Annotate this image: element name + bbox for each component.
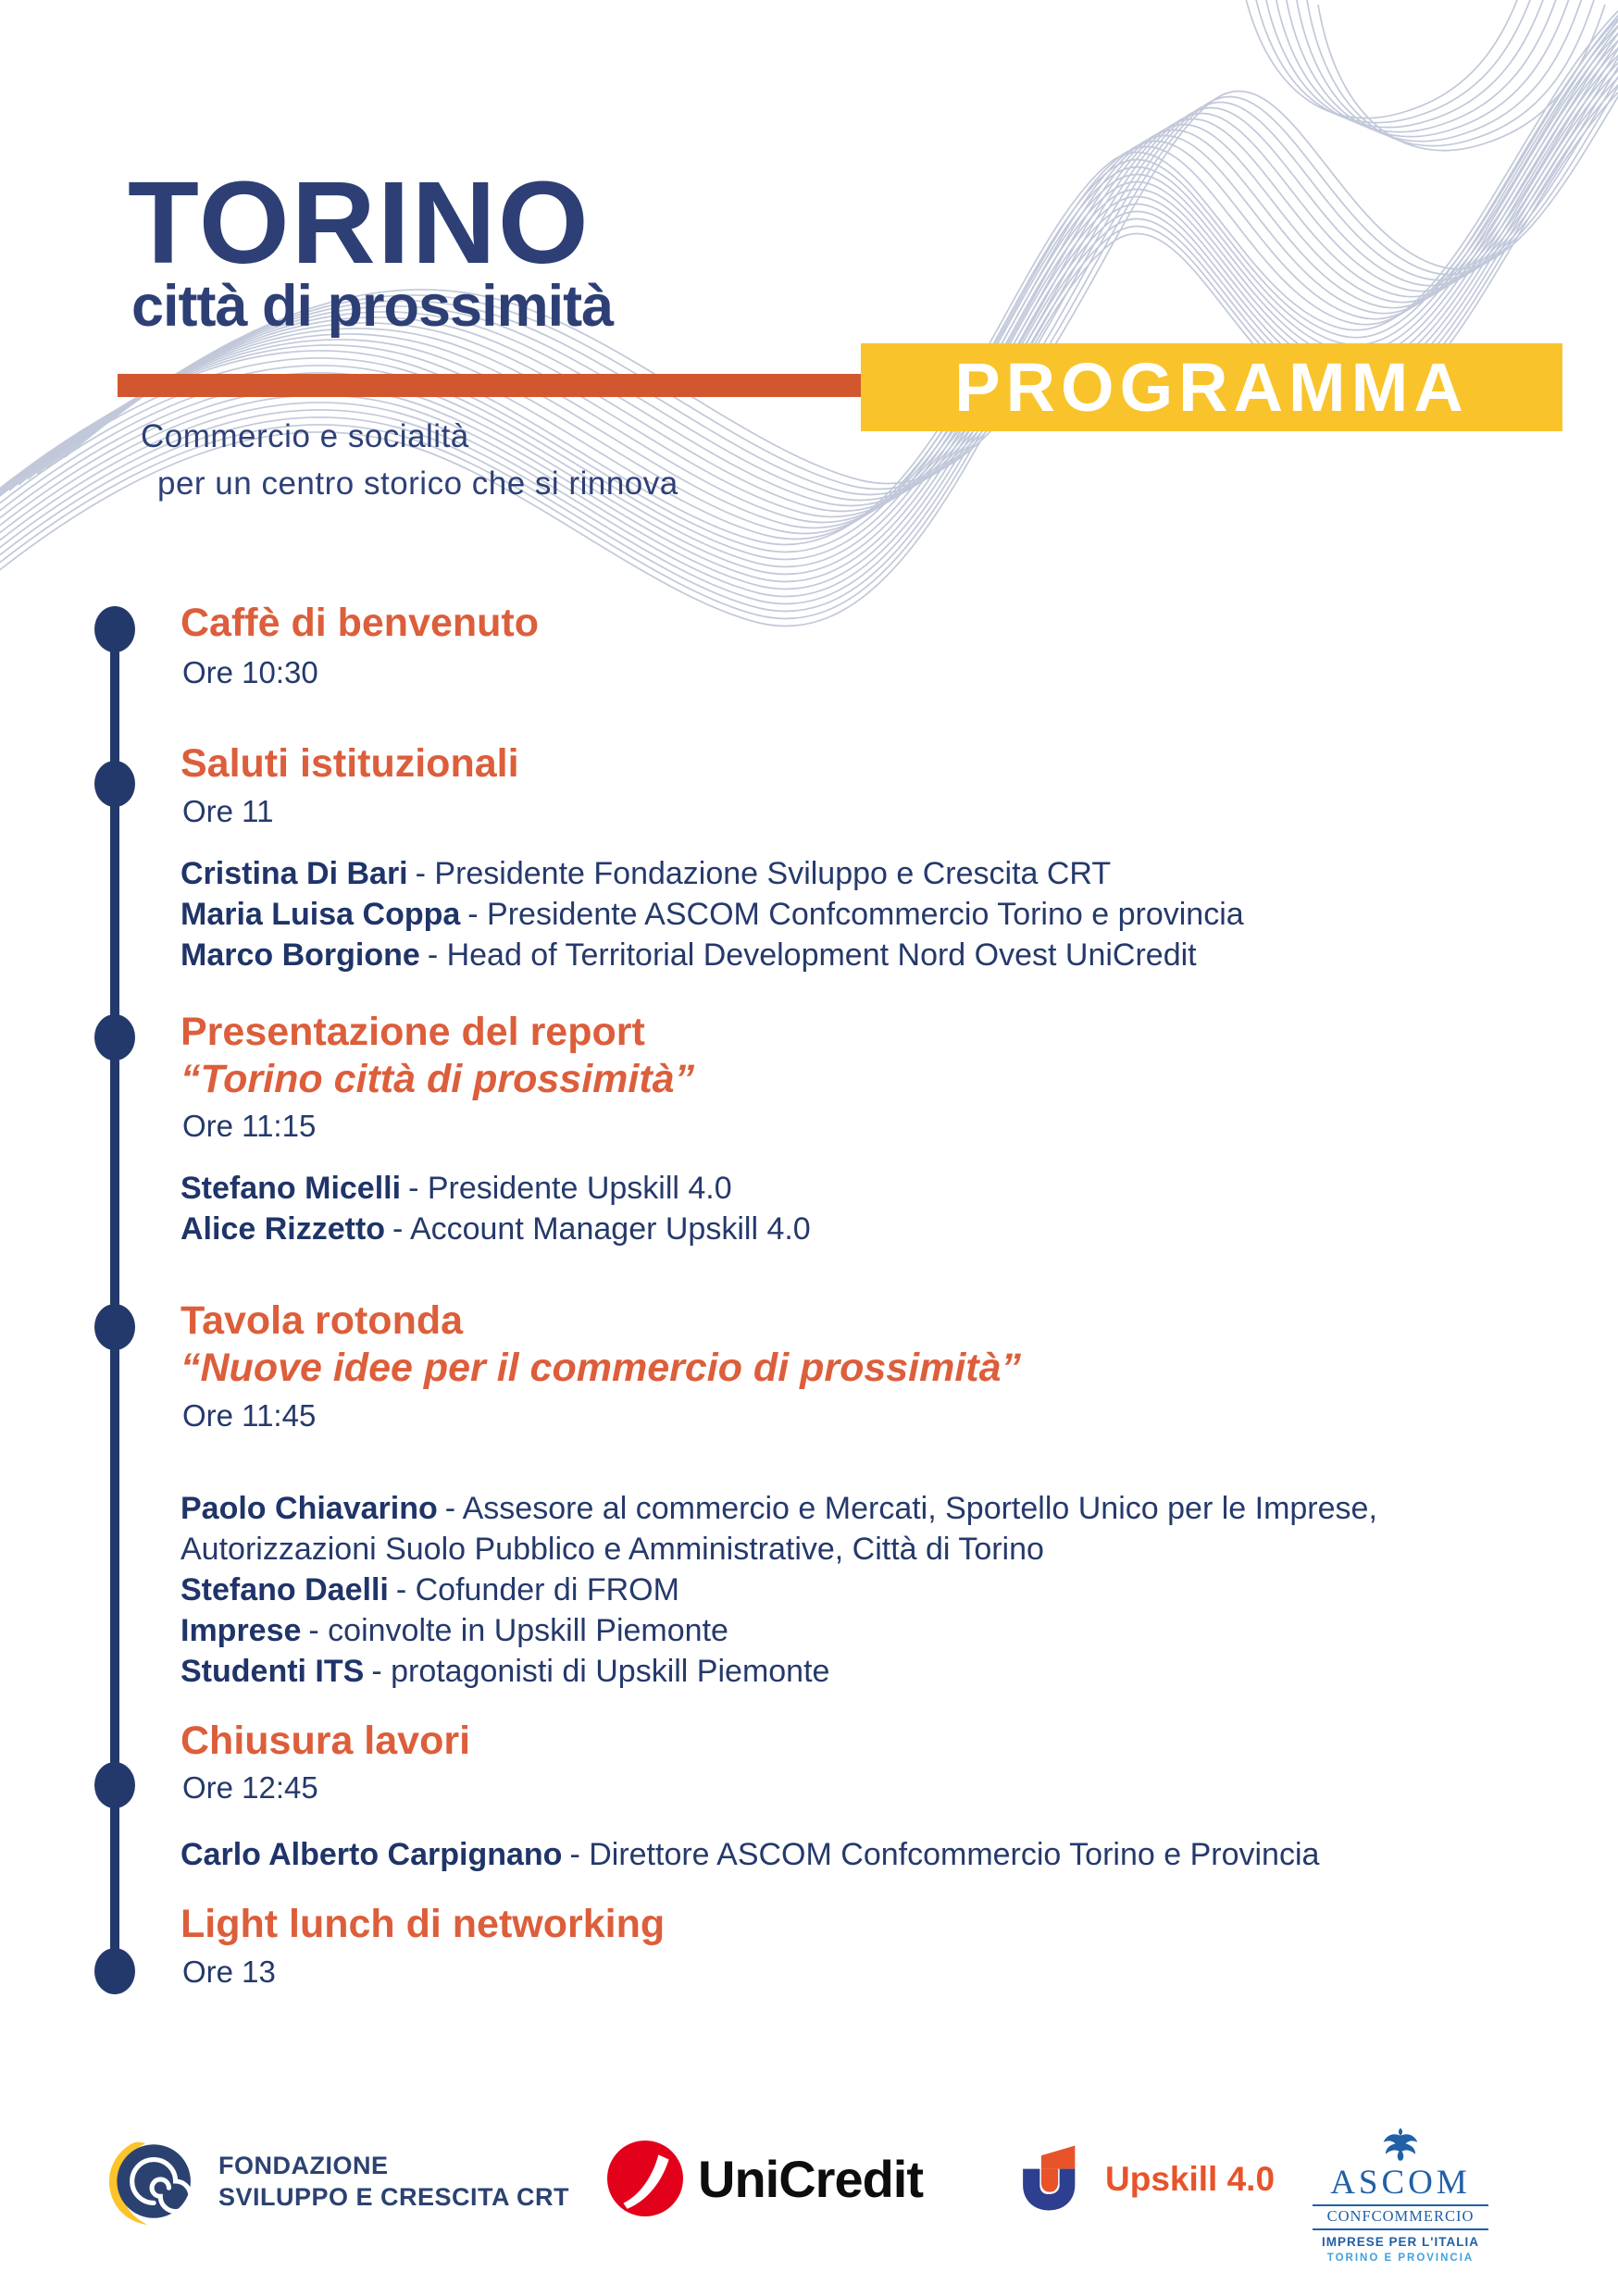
speaker-row: [180, 1488, 1467, 1570]
speaker-role: - coinvolte in Upskill Piemonte: [308, 1613, 728, 1648]
ascom-territory-label: TORINO E PROVINCIA: [1326, 2252, 1475, 2264]
unicredit-icon: [607, 2141, 683, 2216]
speaker-role: - Account Manager Upskill 4.0: [392, 1211, 811, 1247]
section-title-report: Presentazione del report: [180, 1010, 645, 1054]
speaker-row: [180, 894, 1476, 935]
ascom-logo: [1313, 2125, 1488, 2264]
speaker-row: [180, 1834, 1611, 1875]
speaker-name: Paolo Chiavarino: [180, 1491, 438, 1526]
section-time-caffe: Ore 10:30: [182, 655, 318, 689]
fondazione-line-1: FONDAZIONE: [218, 2152, 389, 2179]
speaker-list-report: [180, 1168, 1476, 1249]
speaker-row: [180, 1610, 1467, 1651]
section-title-caffe: Caffè di benvenuto: [180, 601, 540, 645]
speaker-role: - Cofunder di FROM: [395, 1572, 679, 1607]
fondazione-line-2: SVILUPPO E CRESCITA CRT: [218, 2183, 570, 2211]
header-divider-bar: [118, 374, 865, 397]
speaker-name: Marco Borgione: [180, 937, 420, 973]
section-time-chiusura: Ore 12:45: [182, 1770, 318, 1805]
section-time-report: Ore 11:15: [182, 1109, 317, 1143]
event-tagline: [141, 418, 678, 503]
speaker-name: Imprese: [180, 1613, 302, 1648]
programma-banner-label: PROGRAMMA: [954, 349, 1469, 426]
timeline-dot-6: [94, 1948, 135, 1994]
speaker-role: - Direttore ASCOM Confcommercio Torino e Provincia: [569, 1837, 1320, 1872]
section-title-chiusura: Chiusura lavori: [180, 1719, 471, 1763]
ascom-confcommercio-label: CONFCOMMERCIO: [1313, 2204, 1488, 2230]
speaker-name: Carlo Alberto Carpignano: [180, 1837, 563, 1872]
fondazione-logo-text: [218, 2150, 569, 2213]
speaker-row: [180, 1168, 1476, 1209]
speaker-list-tavola: [180, 1488, 1467, 1692]
section-title-saluti: Saluti istituzionali: [180, 741, 519, 786]
programma-banner: [861, 343, 1562, 431]
fondazione-nautilus-icon: [93, 2134, 202, 2228]
speaker-row: [180, 1209, 1476, 1249]
unicredit-logo: [607, 2140, 923, 2217]
timeline-dot-1: [94, 606, 135, 652]
section-quote-tavola: “Nuove idee per il commercio di prossimità”: [180, 1346, 1022, 1390]
tagline-line-1: Commercio e socialità: [141, 418, 469, 454]
speaker-list-saluti: [180, 853, 1476, 975]
ascom-eagle-icon: [1379, 2125, 1422, 2164]
unicredit-wordmark: UniCredit: [698, 2149, 923, 2208]
speaker-name: Alice Rizzetto: [180, 1211, 386, 1247]
speaker-name: Maria Luisa Coppa: [180, 897, 461, 932]
ascom-wordmark: ASCOM: [1330, 2164, 1471, 2202]
timeline-dot-2: [94, 761, 135, 807]
timeline-dot-4: [94, 1304, 135, 1350]
brand-subtitle: città di prossimità: [131, 274, 614, 339]
section-time-lunch: Ore 13: [182, 1955, 276, 1989]
speaker-row: [180, 935, 1476, 975]
upskill-icon: [1014, 2144, 1085, 2215]
section-time-saluti: Ore 11: [182, 794, 274, 828]
speaker-role: - Presidente ASCOM Confcommercio Torino e provincia: [467, 897, 1244, 932]
speaker-role: - Presidente Upskill 4.0: [408, 1171, 732, 1206]
speaker-name: Cristina Di Bari: [180, 856, 408, 891]
timeline-dot-5: [94, 1762, 135, 1808]
speaker-role: - Assesore al commercio e Mercati, Sportello Unico per le Imprese, Autorizzazioni Suolo Pubblico e Amministrative, Città di Torino: [180, 1491, 1377, 1567]
speaker-name: Stefano Daelli: [180, 1572, 389, 1607]
section-title-tavola: Tavola rotonda: [180, 1298, 464, 1343]
section-title-lunch: Light lunch di networking: [180, 1902, 666, 1946]
section-quote-report: “Torino città di prossimità”: [180, 1057, 695, 1101]
upskill-logo: [1014, 2143, 1275, 2215]
speaker-row: [180, 1651, 1467, 1692]
speaker-role: - protagonisti di Upskill Piemonte: [371, 1654, 830, 1689]
brand-title: TORINO: [128, 157, 591, 288]
speaker-row: [180, 853, 1476, 894]
speaker-name: Stefano Micelli: [180, 1171, 402, 1206]
speaker-row: [180, 1570, 1467, 1610]
upskill-wordmark: Upskill 4.0: [1105, 2160, 1276, 2198]
speaker-name: Studenti ITS: [180, 1654, 365, 1689]
section-time-tavola: Ore 11:45: [182, 1398, 317, 1433]
speaker-role: - Presidente Fondazione Sviluppo e Crescita CRT: [415, 856, 1112, 891]
fondazione-crt-logo: [93, 2134, 569, 2228]
speaker-list-chiusura: [180, 1834, 1611, 1875]
tagline-line-2: per un centro storico che si rinnova: [157, 465, 678, 502]
speaker-role: - Head of Territorial Development Nord Ovest UniCredit: [427, 937, 1197, 973]
timeline-dot-3: [94, 1014, 135, 1061]
ascom-imprese-label: IMPRESE PER L'ITALIA: [1322, 2234, 1479, 2249]
